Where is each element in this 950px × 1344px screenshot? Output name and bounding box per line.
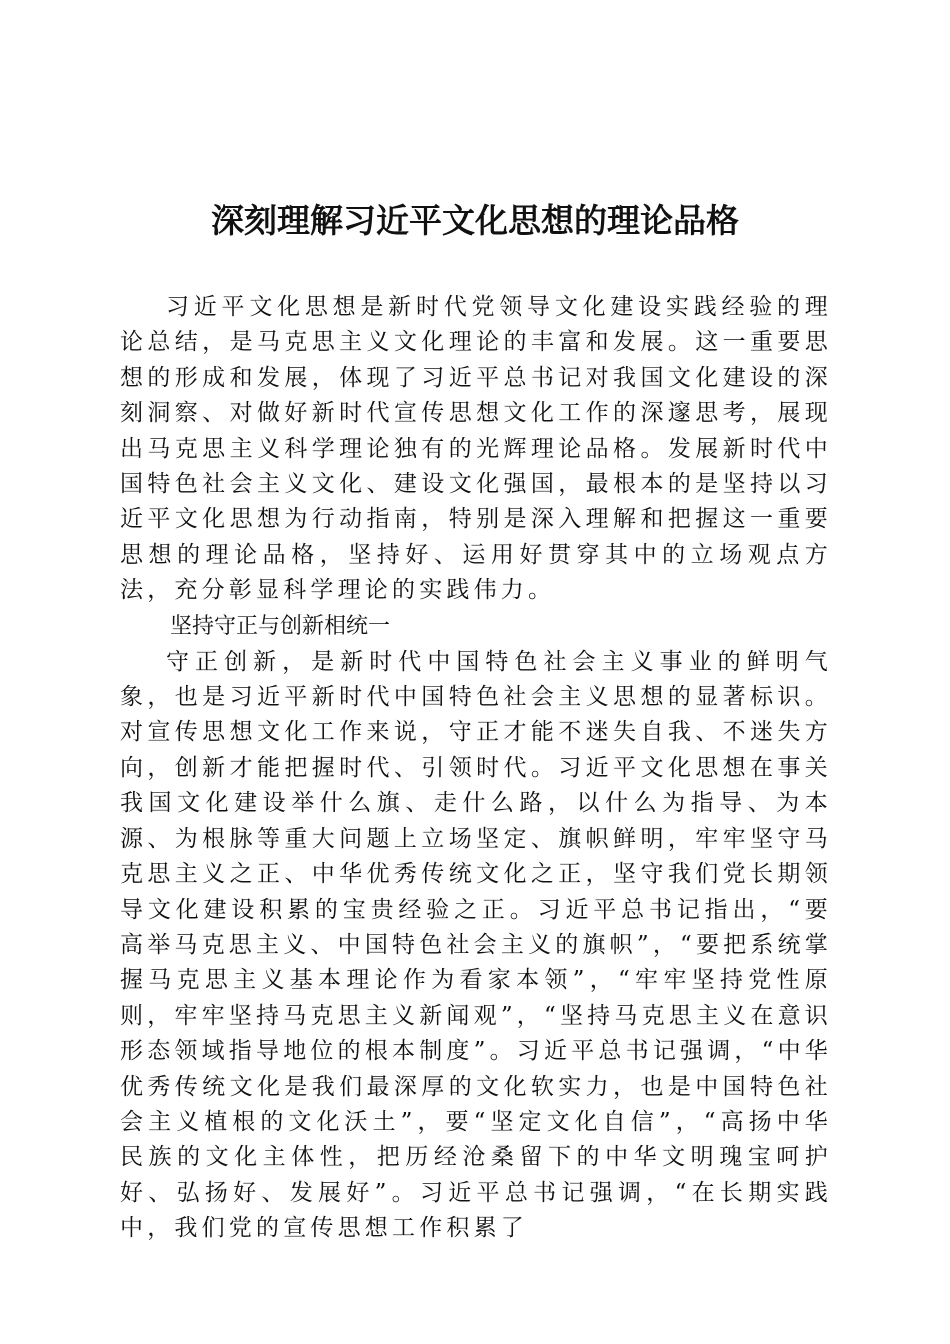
section-paragraph: 守正创新，是新时代中国特色社会主义事业的鲜明气象，也是习近平新时代中国特色社会主义思想的显著标识。对宣传思想文化工作来说，守正才能不迷失自我、不迷失方向，创新才能把握时代、引领时代。习近平文化思想在事关我国文化建设举什么旗、走什么路，以什么为指导、为本源、为根脉等重大问题上立场坚定、旗帜鲜明，牢牢坚守马克思主义之正、中华优秀传统文化之正，坚守我们党长期领导文化建设积累的宝贵经验之正。习近平总书记指出，“要高举马克思主义、中国特色社会主义的旗帜”，“要把系统掌握马克思主义基本理论作为看家本领”，“牢牢坚持党性原则，牢牢坚持马克思主义新闻观”，“坚持马克思主义在意识形态领域指导地位的根本制度”。习近平总书记强调，“中华优秀传统文化是我们最深厚的文化软实力，也是中国特色社会主义植根的文化沃土”，要“坚定文化自信”，“高扬中华民族的文化主体性，把历经沧桑留下的中华文明瑰宝呵护好、弘扬好、发展好”。习近平总书记强调，“在长期实践中，我们党的宣传思想工作积累了 [120,648,832,1242]
document-body [120,290,832,1247]
document-title: 深刻理解习近平文化思想的理论品格 [211,201,739,240]
intro-paragraph: 习近平文化思想是新时代党领导文化建设实践经验的理论总结，是马克思主义文化理论的丰富和发展。这一重要思想的形成和发展，体现了习近平总书记对我国文化建设的深刻洞察、对做好新时代宣传思想文化工作的深邃思考，展现出马克思主义科学理论独有的光辉理论品格。发展新时代中国特色社会主义文化、建设文化强国，最根本的是坚持以习近平文化思想为行动指南，特别是深入理解和把握这一重要思想的理论品格，坚持好、运用好贯穿其中的立场观点方法，充分彰显科学理论的实践伟力。 [120,294,832,604]
section-heading: 坚持守正与创新相统一 [170,613,391,639]
